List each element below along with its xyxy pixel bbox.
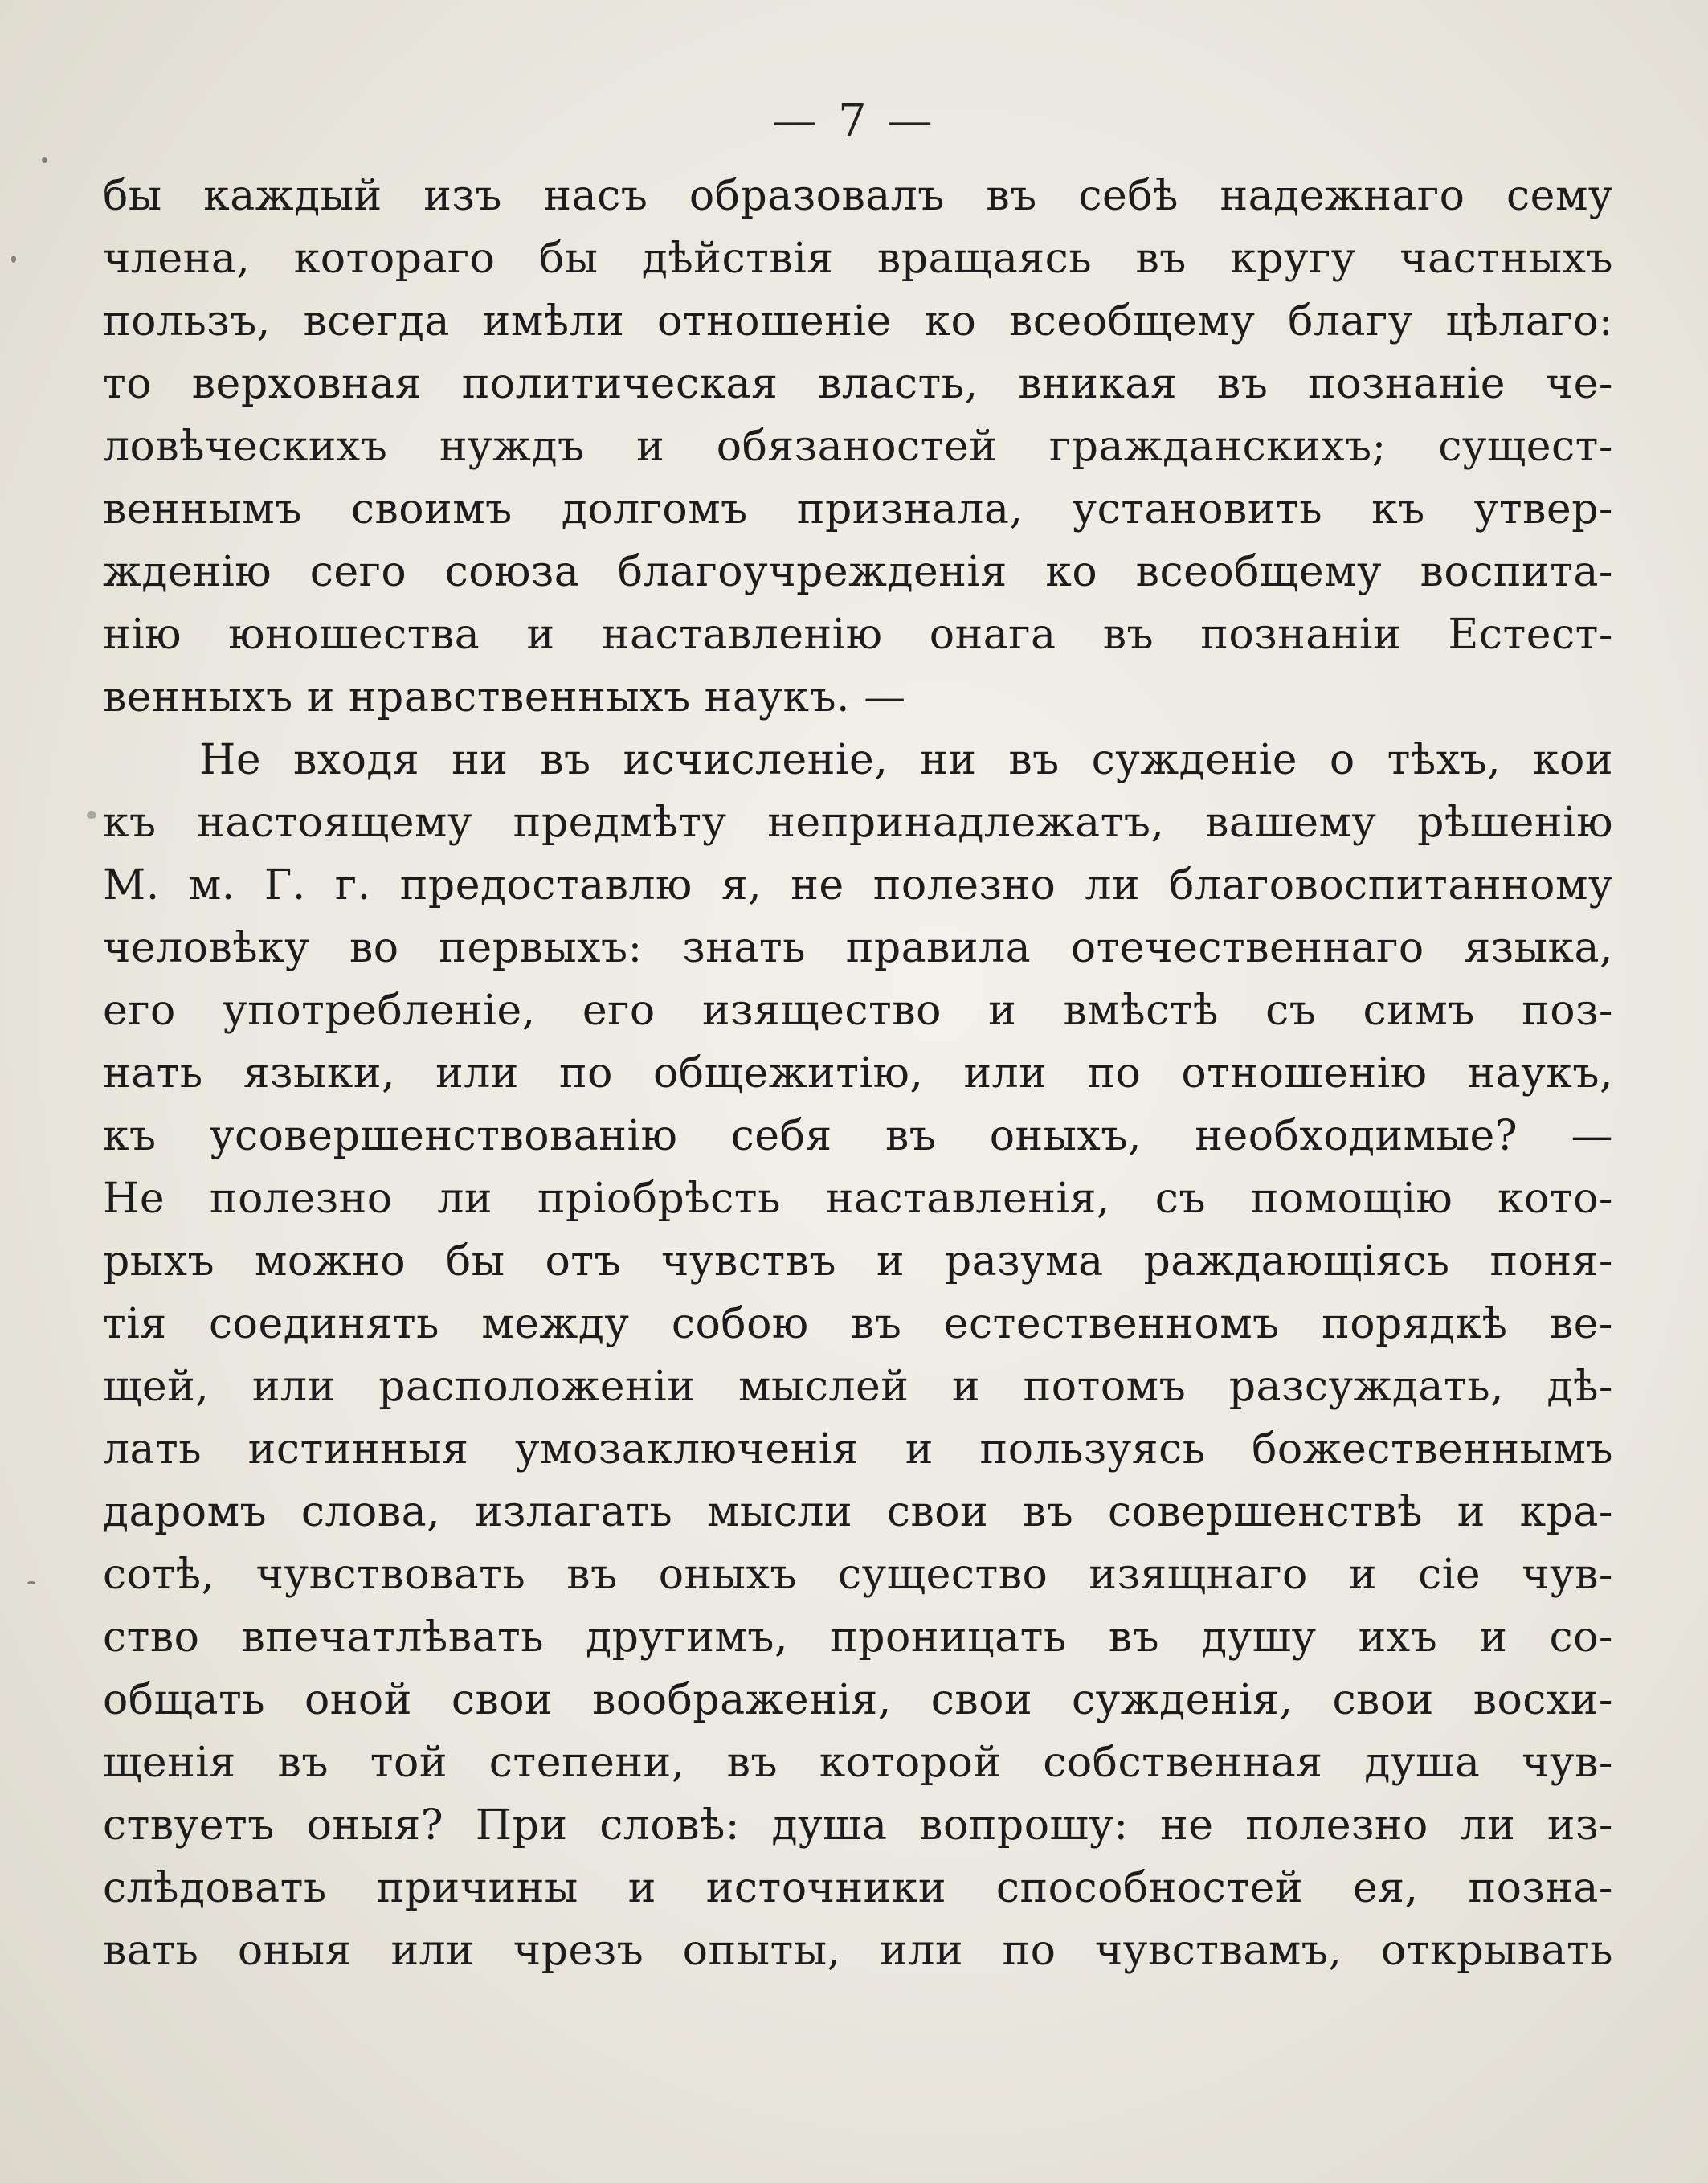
- ink-speck: [42, 157, 47, 163]
- text-line-16: къ усовершенствованію себя въ оныхъ, необходимые? —: [103, 1112, 1613, 1160]
- text-line-5: ловѣческихъ нуждъ и обязаностей гражданскихъ; сущест-: [103, 423, 1613, 471]
- text-line-27: ствуетъ оныя? При словѣ: душа вопрошу: не полезно ли из-: [103, 1801, 1613, 1850]
- text-line-11: къ настоящему предмѣту непринадлежатъ, вашему рѣшенію: [103, 799, 1613, 847]
- text-line-1: бы каждый изъ насъ образовалъ въ себѣ надежнаго сему: [103, 172, 1613, 220]
- text-line-10: Не входя ни въ исчисленіе, ни въ сужденіе о тѣхъ, кои: [199, 736, 1613, 784]
- text-line-4: то верховная политическая власть, вникая въ познаніе че-: [103, 360, 1613, 408]
- text-line-21: лать истинныя умозаключенія и пользуясь божественнымъ: [103, 1425, 1613, 1474]
- text-line-20: щей, или расположеніи мыслей и потомъ разсуждать, дѣ-: [103, 1363, 1613, 1411]
- text-line-14: его употребленіе, его изящество и вмѣстѣ съ симъ поз-: [103, 987, 1613, 1035]
- page-number: — 7 —: [772, 95, 936, 147]
- text-line-15: нать языки, или по общежитію, или по отношенію наукъ,: [103, 1049, 1613, 1098]
- ink-speck: [11, 256, 16, 263]
- text-line-8: нію юношества и наставленію онага въ познаніи Естест-: [103, 611, 1613, 659]
- body-text: [103, 165, 1613, 1982]
- ink-speck: [87, 811, 96, 819]
- ink-speck: [27, 1581, 35, 1584]
- text-line-29: вать оныя или чрезъ опыты, или по чувствамъ, открывать: [103, 1927, 1613, 1975]
- text-line-17: Не полезно ли пріобрѣсть наставленія, съ помощію кото-: [103, 1175, 1613, 1223]
- text-line-24: ство впечатлѣвать другимъ, проницать въ душу ихъ и со-: [103, 1613, 1613, 1662]
- text-line-6: веннымъ своимъ долгомъ признала, установить къ утвер-: [103, 485, 1613, 533]
- text-line-18: рыхъ можно бы отъ чувствъ и разума раждающіясь поня-: [103, 1237, 1613, 1286]
- text-line-28: слѣдовать причины и источники способностей ея, позна-: [103, 1864, 1613, 1912]
- text-line-25: общать оной свои воображенія, свои сужденія, свои восхи-: [103, 1676, 1613, 1724]
- text-line-12: М. м. Г. г. предоставлю я, не полезно ли благовоспитанному: [103, 861, 1613, 910]
- text-line-2: члена, котораго бы дѣйствія вращаясь въ кругу частныхъ: [103, 235, 1613, 283]
- text-line-26: щенія въ той степени, въ которой собственная душа чув-: [103, 1739, 1613, 1787]
- text-line-19: тія соединять между собою въ естественномъ порядкѣ ве-: [103, 1300, 1613, 1348]
- text-line-22: даромъ слова, излагать мысли свои въ совершенствѣ и кра-: [103, 1488, 1613, 1536]
- text-line-9: венныхъ и нравственныхъ наукъ. —: [103, 673, 906, 722]
- text-line-3: пользъ, всегда имѣли отношеніе ко всеобщему благу цѣлаго:: [103, 297, 1613, 345]
- text-line-13: человѣку во первыхъ: знать правила отечественнаго языка,: [103, 924, 1613, 972]
- text-line-7: жденію сего союза благоучрежденія ко всеобщему воспита-: [103, 548, 1613, 596]
- text-line-23: сотѣ, чувствовать въ оныхъ существо изящнаго и сіе чув-: [103, 1551, 1613, 1599]
